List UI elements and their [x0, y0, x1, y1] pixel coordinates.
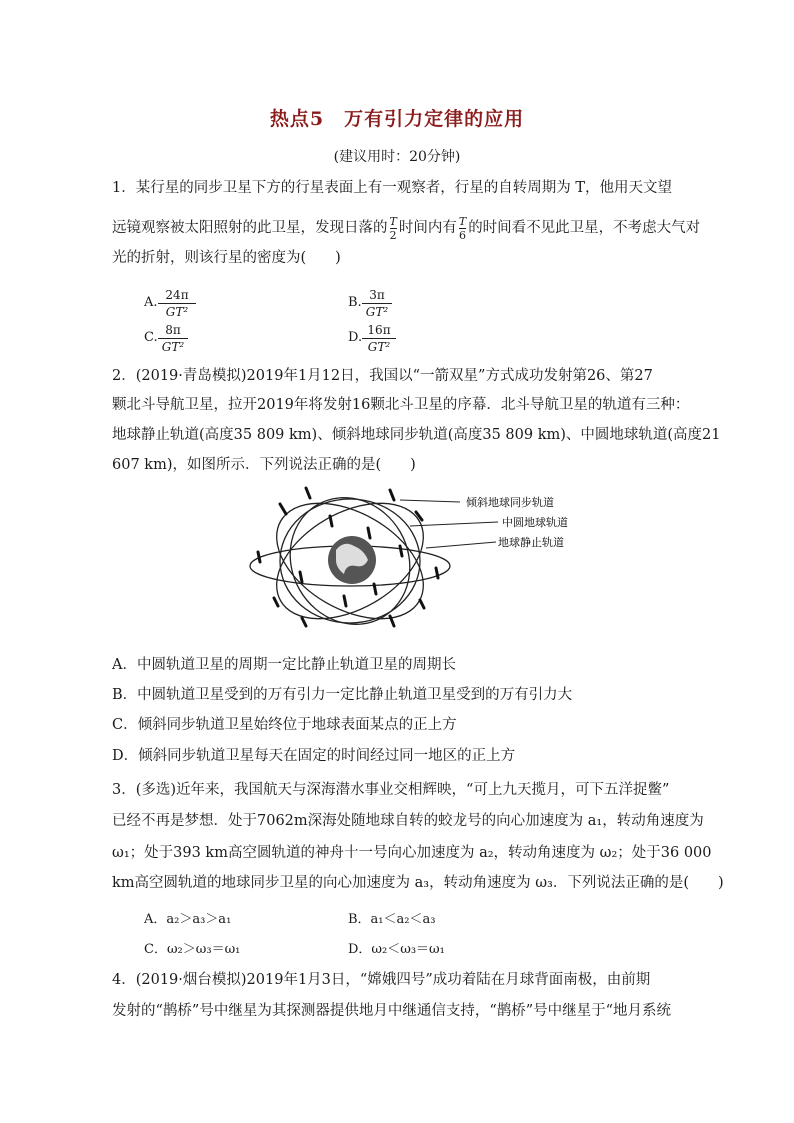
q2-line-2: 颗北斗导航卫星，拉开2019年将发射16颗北斗卫星的序幕．北斗导航卫星的轨道有三种： — [112, 397, 690, 413]
q3-line-2: 已经不再是梦想．处于7062m深海处随地球自转的蛟龙号的向心加速度为 a₁，转动角速度为 — [112, 813, 704, 829]
label-inclined-geosync-orbit: 倾斜地球同步轨道 — [466, 496, 554, 509]
q2-option-d: D．倾斜同步轨道卫星每天在固定的时间经过同一地区的正上方 — [112, 748, 516, 764]
frac-numerator: 24π — [158, 287, 196, 304]
option-label: B. — [348, 295, 362, 310]
q1-line-3: 光的折射，则该行星的密度为( ) — [112, 250, 341, 266]
option-label: A. — [144, 295, 158, 310]
q3-option-a: A．a₂＞a₃＞a₁ — [144, 912, 232, 927]
q2-line-3: 地球静止轨道(高度35 809 km)、倾斜地球同步轨道(高度35 809 km)、中圆地球轨道(高度21 — [112, 427, 721, 443]
option-fraction — [158, 287, 196, 320]
frac-denominator: 6 — [459, 228, 467, 242]
suggested-time: (建议用时：20分钟) — [333, 149, 461, 165]
option-label: D. — [348, 330, 363, 345]
page-title: 热点5 万有引力定律的应用 — [269, 108, 525, 130]
q3-line-4: km高空圆轨道的地球同步卫星的向心加速度为 a₃，转动角速度为 ω₃．下列说法正确的是( ) — [112, 875, 724, 891]
frac-denominator: GT² — [365, 305, 389, 319]
q2-option-a: A．中圆轨道卫星的周期一定比静止轨道卫星的周期长 — [112, 657, 456, 673]
frac-numerator: T — [458, 214, 467, 228]
q2-option-b: B．中圆轨道卫星受到的万有引力一定比静止轨道卫星受到的万有引力大 — [112, 687, 573, 703]
frac-denominator: GT² — [367, 340, 391, 354]
q1-line-2-c: 的时间看不见此卫星，不考虑大气对 — [468, 220, 701, 236]
frac-denominator: GT² — [165, 305, 189, 319]
frac-numerator: T — [389, 214, 397, 228]
q2-line-1: 2．(2019·青岛模拟)2019年1月12日，我国以“一箭双星”方式成功发射第26、第27 — [112, 368, 653, 384]
option-label: C. — [144, 330, 158, 345]
q3-option-c: C．ω₂＞ω₃＝ω₁ — [144, 942, 241, 957]
label-geostationary-orbit: 地球静止轨道 — [498, 536, 564, 549]
option-fraction — [158, 322, 188, 355]
label-medium-earth-orbit: 中圆地球轨道 — [502, 516, 568, 529]
satellite-orbit-diagram — [240, 476, 600, 646]
q1-fraction-t-over-6 — [459, 215, 466, 242]
q1-line-2 — [112, 214, 701, 242]
q1-line-2-a: 远镜观察被太阳照射的此卫星，发现日落的 — [112, 220, 388, 236]
q1-fraction-t-over-2 — [390, 215, 397, 242]
option-fraction — [362, 287, 392, 320]
frac-denominator: GT² — [161, 340, 185, 354]
frac-numerator: 16π — [362, 322, 396, 339]
q3-line-3: ω₁；处于393 km高空圆轨道的神舟十一号向心加速度为 a₂，转动角速度为 ω₂；处于36 000 — [112, 845, 712, 861]
q1-line-1: 1．某行星的同步卫星下方的行星表面上有一观察者，行星的自转周期为 T，他用天文望 — [112, 180, 673, 196]
q3-option-d: D．ω₂＜ω₃＝ω₁ — [348, 942, 445, 957]
frac-numerator: 3π — [362, 287, 392, 304]
q1-line-2-b: 时间内有 — [398, 220, 457, 236]
frac-numerator: 8π — [158, 322, 188, 339]
q3-option-b: B．a₁＜a₂＜a₃ — [348, 912, 436, 927]
q3-line-1: 3．(多选)近年来，我国航天与深海潜水事业交相辉映，“可上九天揽月，可下五洋捉鳖” — [112, 782, 670, 798]
option-fraction — [362, 322, 396, 355]
q4-line-2: 发射的“鹊桥”号中继星为其探测器提供地月中继通信支持，“鹊桥”号中继星于“地月系统 — [112, 1003, 672, 1019]
frac-denominator: 2 — [389, 228, 397, 242]
q4-line-1: 4．(2019·烟台模拟)2019年1月3日，“嫦娥四号”成功着陆在月球背面南极，由前期 — [112, 972, 651, 988]
q2-option-c: C．倾斜同步轨道卫星始终位于地球表面某点的正上方 — [112, 717, 457, 733]
q2-line-4: 607 km)，如图所示．下列说法正确的是( ) — [112, 457, 416, 473]
